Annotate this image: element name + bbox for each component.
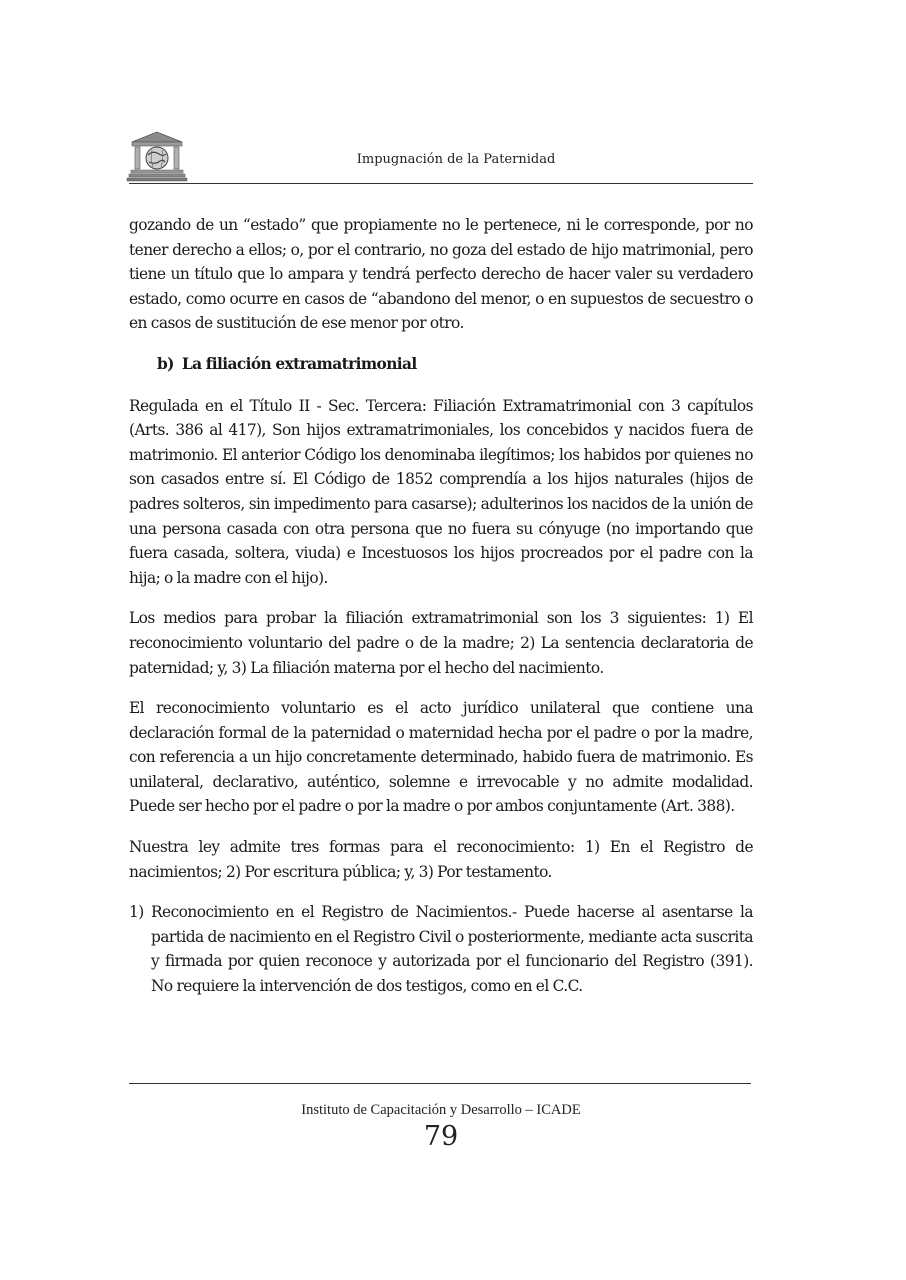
paragraph: Regulada en el Título II - Sec. Tercera: Filiación Extramatrimonial con 3 capítulos (Arts. 386 al 417), Son hijos extramatrimoniales, los concebidos y nacidos fuera de matrimonio. El anterior Código los denominaba ilegítimos; los habidos por quienes no son casados entre sí. El Código de 1852 comprendía a los hijos naturales (hijos de padres solteros, sin impedimento para casarse); adulterinos los nacidos de la unión de una persona casada con otra persona que no fuera su cónyuge (no importando que fuera casada, soltera, viuda) e Incestuosos los hijos procreados por el padre con la hija; o la madre con el hijo). [129,396,753,587]
list-item-number: 1) [129,903,144,922]
header-divider [129,183,753,184]
paragraph: gozando de un “estado” que propiamente no le pertenece, ni le corresponde, por no tener derecho a ellos; o, por el contrario, no goza del estado de hijo matrimonial, pero tiene un título que lo ampara y tendrá perfecto derecho de hacer valer su verdadero estado, como ocurre en casos de “abandono del menor, o en supuestos de secuestro o en casos de sustitución de ese menor por otro. [129,216,753,333]
paragraph: Los medios para probar la filiación extramatrimonial son los 3 siguientes: 1) El reconocimiento voluntario del padre o de la madre; 2) La sentencia declaratoria de paternidad; y, 3) La filiación materna por el hecho del nacimiento. [129,609,753,677]
footer-divider [129,1083,751,1084]
section-heading-marker: b) [157,354,174,373]
list-item-text: Reconocimiento en el Registro de Nacimientos.- Puede hacerse al asentarse la partida de nacimiento en el Registro Civil o posteriormente, mediante acta suscrita y firmada por quien reconoce y autorizada por el funcionario del Registro (391). No requiere la intervención de dos testigos, como en el C.C. [151,903,753,996]
page-number: 79 [423,1121,459,1152]
paragraph: Nuestra ley admite tres formas para el reconocimiento: 1) En el Registro de nacimientos; 2) Por escritura pública; y, 3) Por testamento. [129,838,753,881]
running-header-title: Impugnación de la Paternidad [356,152,556,167]
section-heading [157,352,753,377]
section-heading-text: La filiación extramatrimonial [181,354,417,373]
paragraph: El reconocimiento voluntario es el acto jurídico unilateral que contiene una declaración formal de la paternidad o maternidad hecha por el padre o por la madre, con referencia a un hijo concretamente determinado, habido fuera de matrimonio. Es unilateral, declarativo, auténtico, solemne e irrevocable y no admite modalidad. Puede ser hecho por el padre o por la madre o por ambos conjuntamente (Art. 388). [129,699,753,816]
footer-institute: Instituto de Capacitación y Desarrollo – ICADE [301,1102,581,1118]
numbered-list-item [129,900,753,998]
page-content [129,213,753,1015]
